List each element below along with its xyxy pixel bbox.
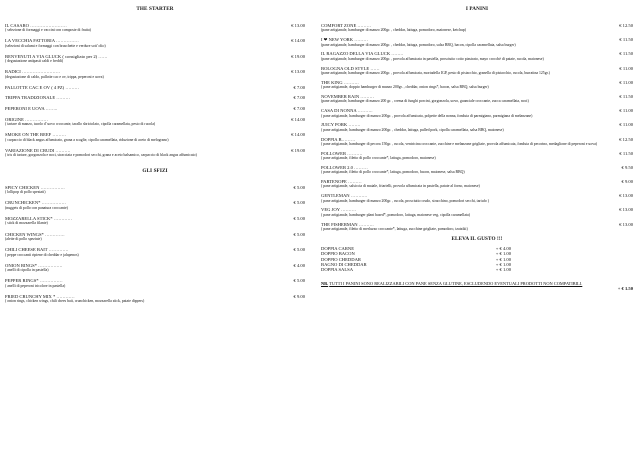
starter-list [5, 23, 305, 158]
menu-item [5, 247, 305, 257]
menu-item [5, 106, 305, 111]
menu-item-description: ( onion rings, chicken wings, chili chees bait, crunchicken, mozzarella stick, patate dippers) [5, 299, 145, 304]
starter-heading: THE STARTER [136, 6, 174, 12]
menu-item-price: € 13.00 [619, 207, 633, 213]
menu-item-description: ( anelli di cipolla in pastella) [5, 268, 49, 273]
menu-item-name: JUICY PORK …….. [321, 122, 360, 128]
menu-item-description: ( anelli di peperoni tricolore in pastella) [5, 283, 66, 288]
right-column [321, 6, 633, 291]
menu-item-description: (degustazione di caldo, pallotte cac e ov, trippa, peperoni e uova) [5, 74, 104, 79]
menu-item-name: PEPERONI E UOVA …….. [5, 106, 58, 112]
menu-item-name: NOVEMBER RAIN ……… [321, 93, 375, 99]
menu-item-name: IL RAGAZZO DELLA VIA GLUCK …….. [321, 51, 403, 57]
menu-item-row [5, 85, 305, 90]
menu-item-price: € 9.50 [621, 164, 633, 170]
menu-item-description: (pane artigianale, hamburger di manzo 200gr. , provola affumicata in pastella, prosciutto cotto piastrato, mayo crocchè di patate, rucola, maionese) [321, 56, 544, 61]
menu-item-name: DOPPIO BACON [321, 251, 355, 257]
menu-item [321, 51, 633, 61]
menu-item-name: VARIAZIONE DI CRUDI ………. [5, 147, 71, 153]
menu-item-row [5, 106, 305, 111]
menu-item-name: GENTLEMAN ……….. [321, 193, 367, 199]
menu-item-price: € 13.00 [291, 69, 305, 75]
menu-item [321, 222, 633, 232]
menu-item-name: THE FISHERMAN ………. [321, 221, 374, 227]
menu-item-name: I ❤ NEW YORK ……… [321, 37, 368, 43]
menu-item-description: ( tartare di manzo, tuorlo d' uovo croccante, tarallo sbriciolato, cipolla caramellata, pesto di rucola) [5, 122, 156, 127]
menu-item-name: PARTENOPE ……… [321, 179, 362, 185]
gusto-list [321, 246, 511, 273]
menu-item-price: € 13.00 [619, 193, 633, 199]
menu-item-price: € 14.00 [291, 38, 305, 44]
menu-item-description: ( lollipop di pollo speziati) [5, 190, 46, 195]
menu-item-row [5, 95, 305, 100]
menu-item-description: (selezioni di salumi e formaggi con bruschette e verdure sott' olio) [5, 43, 106, 48]
sfizi-list [5, 185, 305, 304]
menu-item-name: CHICKEN WINGS* …………. [5, 231, 65, 237]
menu-item-description: (pane artigianale, hamburger di manzo 200 gr. , crema di funghi porcini, gorgonzola, uovo, guanciale croccante, zucca caramellata, noci) [321, 99, 529, 104]
menu-item [5, 148, 305, 158]
menu-item-price: + € 4.00 [495, 245, 511, 251]
menu-item-description: ( carpaccio di black angus affumicato, grana a scaglie, cipolla caramellata, riduzione di aceto di melograno) [5, 137, 169, 142]
menu-item-description: ( stick di mozzarella filante) [5, 221, 48, 226]
menu-item-description: ( pane artigianale, filetto di pollo croccante*, lattuga, pomodoro, bacon, maionese, salsa BBQ) [321, 170, 465, 175]
menu-item [5, 200, 305, 210]
menu-item-name: ONION RINGS* ……………. [5, 262, 63, 268]
menu-item-price: € 12.50 [619, 136, 633, 142]
menu-item [5, 69, 305, 79]
note-price: + € 1.50 [617, 286, 633, 292]
menu-item-description: ( pane artigianale, filetto di merluzzo croccante*, lattuga, zucchine grigliate, pomodoro, tzatziki) [321, 227, 468, 232]
menu-item-price: € 7.00 [293, 106, 305, 112]
menu-item-price: + € 1.00 [495, 262, 511, 268]
menu-item-price: € 13.00 [619, 221, 633, 227]
menu-item-price: € 11.00 [619, 65, 633, 71]
menu-item-name: IL CASARO …………………… [5, 23, 67, 28]
menu-item-price: € 19.00 [291, 53, 305, 59]
menu-item-name: CASA DI NONNA ………. [321, 108, 373, 114]
menu-item-price: € 5.00 [293, 215, 305, 221]
menu-item-name: TRIPPA TRADIZIONALE ……… [5, 95, 71, 101]
menu-item [321, 66, 633, 76]
menu-item-description: ( pane artigianale, hamburger di manzo 200gr. , rucola, prosciutto crudo, stracchino, pomodori secchi, tartufo ) [321, 198, 489, 203]
menu-item [321, 267, 511, 272]
menu-item [321, 151, 633, 161]
menu-item-price: € 11.50 [619, 51, 633, 57]
menu-item-description: (nuggets di pollo con panatura croccante) [5, 205, 68, 210]
menu-item-price: + € 1.00 [495, 251, 511, 257]
menu-item-price: € 11.00 [619, 122, 633, 128]
menu-item-price: € 11.50 [619, 150, 633, 156]
menu-item [5, 216, 305, 226]
menu-item [5, 185, 305, 195]
menu-item [321, 23, 633, 33]
menu-item [321, 179, 633, 189]
menu-item-description: ( pane artigianale, filetto di pollo croccante*, lattuga, pomodoro, maionese) [321, 156, 436, 161]
menu-item-name: DOPPIA SALSA [321, 267, 354, 273]
menu-item-name: DOPPIA CARNE [321, 245, 355, 251]
menu-item-name: POLLOWER ………. [321, 150, 363, 156]
menu-item-price: € 11.00 [619, 79, 633, 85]
menu-item-description: (pane artigianale, hamburger di manzo 200gr. , provola affumicata, mortadella IGP, pesto di pistacchio, granella di pistacchio, rucola, burratina 125gr.) [321, 70, 550, 75]
menu-item [321, 94, 633, 104]
menu-item-description: ( pane artigianale, hamburger di pecora 150gr. , rucola, ventricina croccante, zucchine e melanzane grigliate, provola affumicata, fonduta di pecorino, medaglione di peperoni e uova) [321, 141, 598, 146]
menu-item-name: FRIED CRUNCHY MIX * ………… [5, 293, 75, 299]
menu-item-name: ORIGINE …………… [5, 116, 48, 122]
menu-item-name: MOZZARELLA STICK* ………… [5, 215, 73, 221]
menu-item-price: € 5.00 [293, 200, 305, 206]
menu-item-name: DOPPIO CHEDDAR [321, 256, 361, 262]
menu-item-name: DOPPIA B……… [321, 136, 356, 142]
menu-item [5, 38, 305, 48]
menu-item-price: € 11.50 [619, 93, 633, 99]
menu-item-name: PALLOTTE CAC E OV ( 4 PZ) ……… [5, 84, 80, 90]
menu-item-name: THE KING ………. [321, 79, 359, 85]
menu-item [5, 294, 305, 304]
menu-item-price: € 4.00 [293, 262, 305, 268]
menu-item-price: € 5.00 [293, 184, 305, 190]
menu-item-description: (pane artigianale, hamburger di manzo 200gr. , cheddar, lattuga, pomodoro, maionese, ketchup) [321, 28, 467, 33]
left-column [5, 6, 305, 309]
menu-item [5, 54, 305, 64]
panini-list [321, 23, 633, 232]
menu-item-price: € 9.00 [621, 179, 633, 185]
menu-item-description: ( pane artigianale, doppio hamburger di manzo 200gr. , cheddar, onion rings*, bacon, salsa BBQ, salsa burger) [321, 85, 489, 90]
menu-item [5, 117, 305, 127]
menu-item [5, 23, 305, 33]
menu-item-name: COMFORT ZONE ……… [321, 23, 372, 28]
menu-item-description: ( degustazione antipasti caldi e freddi) [5, 59, 64, 64]
menu-item [321, 193, 633, 203]
menu-item [5, 232, 305, 242]
menu-item [321, 122, 633, 132]
menu-item [321, 137, 633, 147]
menu-item-description: (alette di pollo speziate) [5, 236, 42, 241]
note-label: NB. [321, 280, 329, 286]
menu-item-name: CRUNCHICKEN* ……………. [5, 200, 66, 206]
menu-item-price: € 11.00 [619, 108, 633, 114]
menu-item [321, 207, 633, 217]
menu-item-name: PEPPER RINGS* …………… [5, 278, 63, 284]
note-text: TUTTI I PANINI SONO REALIZZABILI CON PANE SENZA GLUTINE, ESCLUDENDO EVENTUALI PRODOTTI NON COMPATIBILI. [329, 280, 583, 286]
gusto-heading: ELEVA IL GUSTO !!! [451, 235, 503, 242]
menu-item [5, 263, 305, 273]
menu-item-price: + € 1.00 [495, 256, 511, 262]
menu-item-price: € 14.00 [291, 116, 305, 122]
menu-item-description: ( pane artigianale, hamburger di manzo 200gr. , provola affumicata, polpette della nonna, fonduta di parmigiano, parmigiana di melanzane) [321, 113, 533, 118]
menu-item-name: VEG JOY ………. [321, 207, 356, 213]
menu-item-name: CHILI CHEESE BAIT …………. [5, 247, 69, 253]
menu-item [5, 278, 305, 288]
menu-item-price: € 7.00 [293, 84, 305, 90]
menu-item-name: RADICI ……………………. [5, 69, 60, 75]
menu-item-name: BOLOGNA OLD STYLE …… [321, 65, 380, 71]
menu-item-price: € 5.00 [293, 247, 305, 253]
menu-item [321, 37, 633, 47]
sfizi-heading: GLI SFIZI [142, 167, 168, 174]
menu-item-name: BENVENUTI A VIA GLUCK ( consigliato per 2) …… [5, 53, 108, 59]
menu-item-price: € 19.00 [291, 147, 305, 153]
menu-item-price: € 13.00 [291, 23, 305, 28]
menu-item [321, 108, 633, 118]
menu-item-price: + € 1.00 [495, 267, 511, 273]
menu-item-name: POLLOWER 2.0 ……… [321, 164, 368, 170]
menu-item-price: € 11.50 [619, 37, 633, 43]
menu-item-price: € 5.00 [293, 278, 305, 284]
menu-item-price: € 12.50 [619, 23, 633, 28]
panini-heading: I PANINI [465, 6, 489, 12]
menu-item-description: ( pane artigianale, salsiccia di maiale, friarielli, provola affumicata in pastella, patate al forno, maionese) [321, 184, 480, 189]
menu-item [5, 132, 305, 142]
menu-item-description: (pane artigianale, hamburger di manzo 200gr. , cheddar, lattuga, pomodoro, salsa BBQ, bacon, cipolla caramellata, salsa burger) [321, 42, 516, 47]
menu-item-price: € 14.00 [291, 132, 305, 138]
menu-item-description: ( pane artigianale, hamburger plant based*, pomodoro, lattuga, maionese veg, cipolla caramellata) [321, 212, 471, 217]
menu-item-name: LA VECCHIA FATTORIA …………… [5, 38, 79, 44]
menu-item-price: € 7.00 [293, 95, 305, 101]
menu-item-description: ( pane artigianale, hamburger di manzo 200gr. , cheddar, lattuga, pulled pork, cipolla caramellata, salsa BBQ, maionese) [321, 127, 504, 132]
menu-item [5, 95, 305, 100]
menu-item-description: ( selezione di formaggi e vaccini con composte di frutta) [5, 28, 91, 33]
menu-item-name: BAGNO DI CHEDDAR [321, 262, 367, 268]
menu-item [321, 80, 633, 90]
menu-item-description: ( tris di tartare, gorgonzola e noci, stracciata e pomodori secchi, grana e aceto balsamico, carpaccio di black angus affumicato) [5, 153, 197, 158]
menu-item-description: ( peppe croccanti ripiene di cheddar e jalapenos) [5, 252, 79, 257]
menu-item [5, 85, 305, 90]
menu-item-row [321, 267, 511, 272]
menu-item-name: SPICY CHICKEN ……………. [5, 184, 65, 190]
menu-item-price: € 9.00 [293, 293, 305, 299]
menu-item-name: SMOKE ON THE BEEF ……… [5, 132, 67, 138]
menu-item [321, 165, 633, 175]
menu-item-price: € 5.00 [293, 231, 305, 237]
